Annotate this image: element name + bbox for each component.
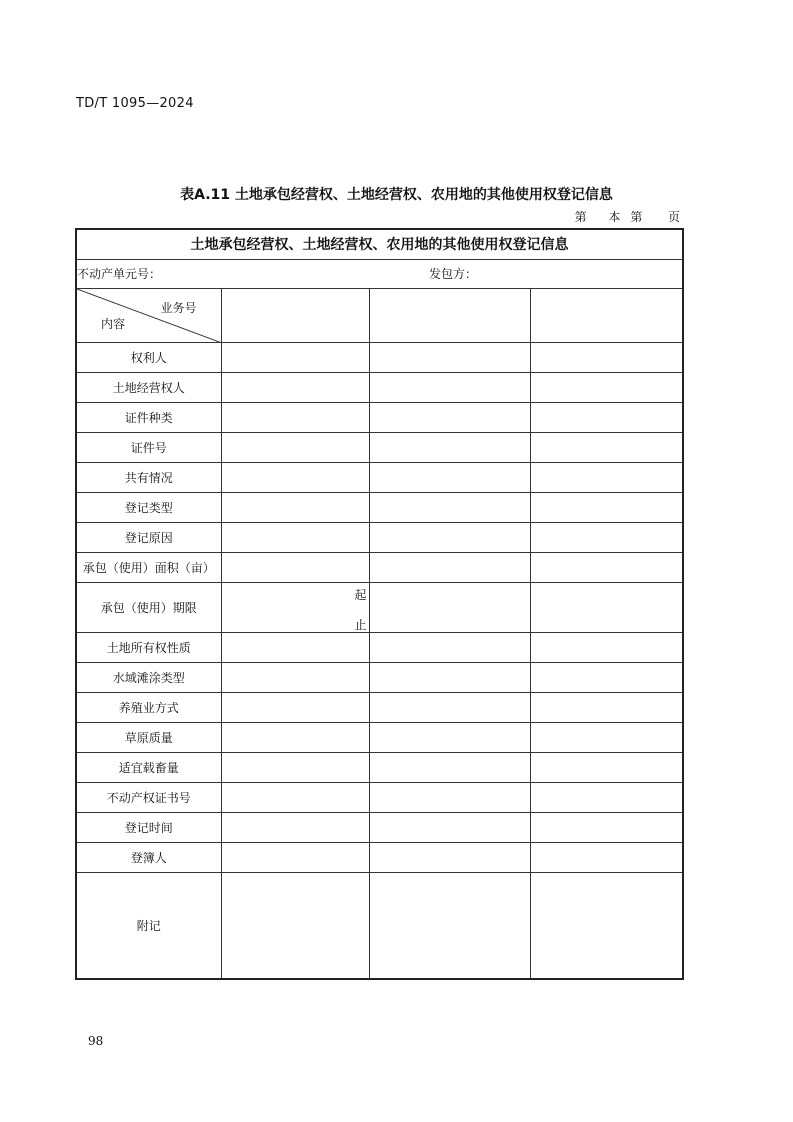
period-value-cell[interactable] (221, 582, 369, 632)
period-label: 承包（使用）期限 (100, 600, 197, 615)
cell[interactable] (530, 812, 683, 842)
cell[interactable] (369, 342, 530, 372)
cell[interactable] (369, 402, 530, 432)
cell[interactable] (369, 692, 530, 722)
cell[interactable] (221, 752, 369, 782)
cell[interactable] (369, 582, 530, 632)
cell[interactable] (369, 662, 530, 692)
meta-row (76, 259, 683, 288)
cell[interactable] (369, 492, 530, 522)
cell[interactable] (221, 522, 369, 552)
cell[interactable] (369, 632, 530, 662)
period-end-label: 止 (354, 617, 367, 632)
row-label-land-operator: 土地经营权人 (76, 372, 221, 402)
page-indicator (575, 208, 680, 225)
cell[interactable] (221, 872, 369, 979)
row-label-id-type: 证件种类 (76, 402, 221, 432)
unit-number-label: 不动产单元号： (77, 267, 162, 281)
row-label-registration-time: 登记时间 (76, 812, 221, 842)
diagonal-line (77, 289, 222, 343)
row-label-id-number: 证件号 (76, 432, 221, 462)
cell[interactable] (369, 812, 530, 842)
row-label-aquaculture-method: 养殖业方式 (76, 692, 221, 722)
cell[interactable] (221, 722, 369, 752)
registration-table (75, 228, 684, 980)
cell[interactable] (369, 872, 530, 979)
row-label-land-ownership-nature: 土地所有权性质 (76, 632, 221, 662)
row-label-co-ownership: 共有情况 (76, 462, 221, 492)
cell[interactable] (221, 782, 369, 812)
cell[interactable] (221, 812, 369, 842)
cell[interactable] (369, 722, 530, 752)
cell[interactable] (530, 522, 683, 552)
cell[interactable] (221, 492, 369, 522)
business-number-label: 业务号 (160, 300, 197, 315)
cell[interactable] (530, 842, 683, 872)
cell[interactable] (221, 462, 369, 492)
cell[interactable] (221, 632, 369, 662)
cell[interactable] (530, 662, 683, 692)
business-cell-2[interactable] (369, 288, 530, 342)
cell[interactable] (369, 432, 530, 462)
cell[interactable] (221, 372, 369, 402)
contractor-label: 发包方： (429, 267, 478, 281)
cell[interactable] (369, 462, 530, 492)
row-label-grassland-quality: 草原质量 (76, 722, 221, 752)
row-label-registration-reason: 登记原因 (76, 522, 221, 552)
cell[interactable] (530, 632, 683, 662)
row-label-period (76, 582, 221, 632)
cell[interactable] (530, 402, 683, 432)
content-label: 内容 (101, 316, 126, 331)
row-label-livestock-capacity: 适宜载畜量 (76, 752, 221, 782)
cell[interactable] (221, 662, 369, 692)
cell[interactable] (369, 842, 530, 872)
cell[interactable] (221, 402, 369, 432)
cell[interactable] (530, 342, 683, 372)
cell[interactable] (530, 552, 683, 582)
row-label-area: 承包（使用）面积（亩） (76, 552, 221, 582)
cell[interactable] (530, 872, 683, 979)
page-indicator-ben: 本第 (608, 210, 653, 224)
cell[interactable] (369, 552, 530, 582)
diagonal-header-cell (76, 288, 221, 342)
standard-code: TD/T 1095—2024 (76, 96, 194, 111)
row-label-right-holder: 权利人 (76, 342, 221, 372)
row-label-certificate-number: 不动产权证书号 (76, 782, 221, 812)
cell[interactable] (530, 692, 683, 722)
cell[interactable] (369, 752, 530, 782)
row-label-registrar: 登簿人 (76, 842, 221, 872)
cell[interactable] (530, 722, 683, 752)
cell[interactable] (530, 582, 683, 632)
cell[interactable] (530, 462, 683, 492)
cell[interactable] (221, 552, 369, 582)
cell[interactable] (221, 692, 369, 722)
cell[interactable] (530, 782, 683, 812)
cell[interactable] (369, 522, 530, 552)
cell[interactable] (369, 372, 530, 402)
cell[interactable] (221, 432, 369, 462)
page-number: 98 (88, 1034, 104, 1048)
cell[interactable] (221, 842, 369, 872)
cell[interactable] (530, 752, 683, 782)
business-cell-3[interactable] (530, 288, 683, 342)
cell[interactable] (530, 372, 683, 402)
row-label-registration-type: 登记类型 (76, 492, 221, 522)
form-title: 土地承包经营权、土地经营权、农用地的其他使用权登记信息 (76, 229, 683, 259)
cell[interactable] (530, 492, 683, 522)
row-label-water-type: 水域滩涂类型 (76, 662, 221, 692)
cell[interactable] (221, 342, 369, 372)
page-indicator-di: 第 (574, 210, 587, 224)
cell[interactable] (530, 432, 683, 462)
page-indicator-ye: 页 (667, 210, 680, 224)
cell[interactable] (369, 782, 530, 812)
period-start-label: 起 (354, 587, 367, 602)
business-cell-1[interactable] (221, 288, 369, 342)
table-title: 表A.11 土地承包经营权、土地经营权、农用地的其他使用权登记信息 (180, 187, 613, 203)
row-label-annex: 附记 (76, 872, 221, 979)
